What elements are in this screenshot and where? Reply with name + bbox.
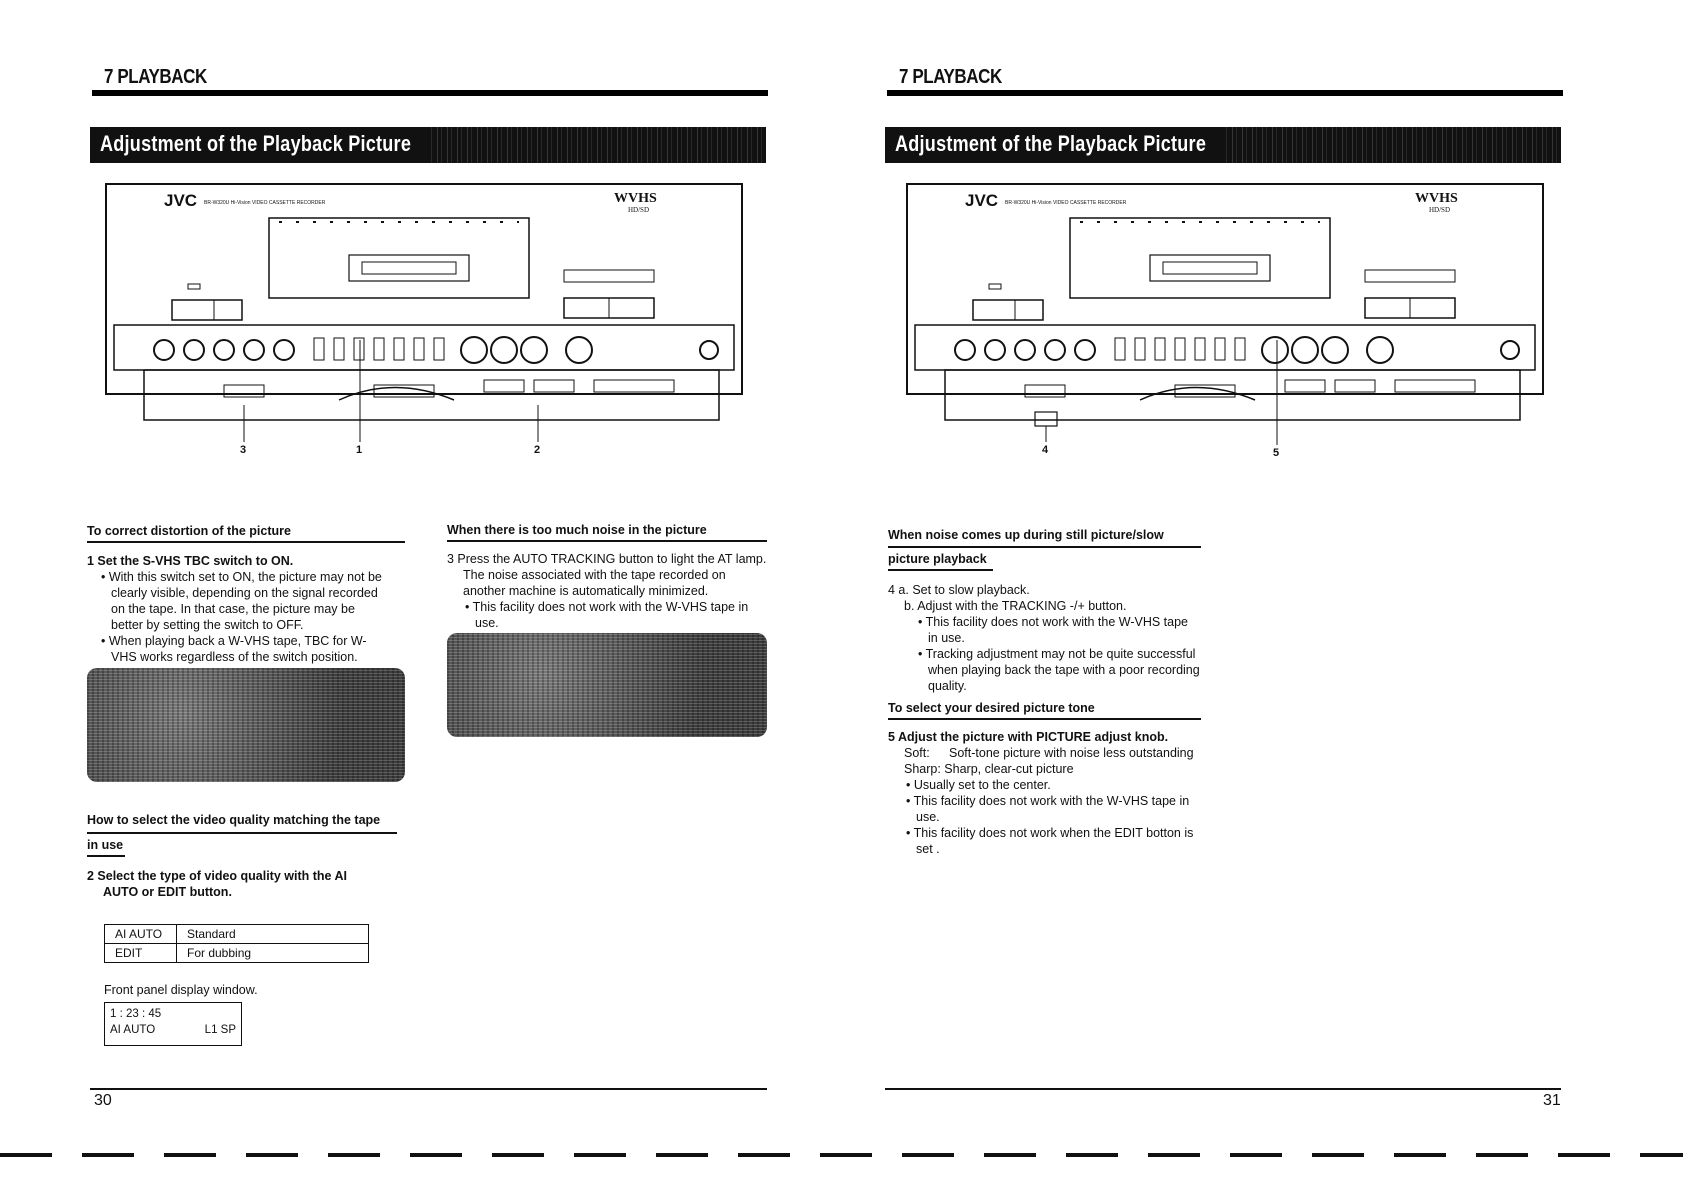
soft-label: Soft:: [904, 746, 930, 760]
callout-3: 3: [240, 444, 247, 456]
callout-1: 1: [356, 444, 363, 456]
footer-rule: [885, 1088, 1561, 1090]
step-4b: b. Adjust with the TRACKING -/+ button.: [904, 599, 1127, 613]
bullet-tracking-quality: • Tracking adjustment may not be quite successful when playing back the tape with a poor recording quality.: [918, 647, 1200, 693]
vcr-logo-sub: HD/SD: [628, 206, 650, 214]
callout-5: 5: [1273, 447, 1280, 459]
display-counter: 1 : 23 : 45: [110, 1008, 162, 1020]
step-5: 5 Adjust the picture with PICTURE adjust knob.: [888, 730, 1169, 744]
heading-still-noise: When noise comes up during still picture/slow: [888, 528, 1164, 542]
step-5-block: [888, 729, 1201, 857]
step-4-block: [888, 582, 1201, 694]
note-box-1: [87, 668, 405, 782]
vcr-front-panel-diagram: [104, 180, 744, 456]
step-2: 2 Select the type of video quality with the AI AUTO or EDIT button.: [87, 869, 347, 899]
heading-distortion: To correct distortion of the picture: [87, 524, 405, 543]
bullet-tracking-wvhs: • This facility does not work with the W-VHS tape in use.: [918, 615, 1188, 645]
display-mode: AI AUTO: [110, 1024, 156, 1036]
vcr-brand: JVC: [164, 191, 198, 210]
table-row: [105, 944, 369, 963]
step-1: 1 Set the S-VHS TBC switch to ON.: [87, 554, 294, 568]
page-30: [87, 0, 860, 1191]
bullet-picture-wvhs: • This facility does not work with the W-VHS tape in use.: [906, 794, 1190, 824]
vcr-illustration: [905, 180, 1545, 452]
chapter-title: 7 PLAYBACK: [899, 66, 1002, 88]
chapter-rule: [887, 90, 1563, 96]
vcr-model: BR-W320U Hi-Vision VIDEO CASSETTE RECORDER: [1005, 200, 1127, 206]
step-3-block: [447, 551, 767, 631]
bullet-wvhs-tbc: • When playing back a W-VHS tape, TBC for W-VHS works regardless of the switch position.: [101, 634, 367, 664]
chapter-rule: [92, 90, 768, 96]
page-31: [885, 0, 1655, 1191]
display-label: Front panel display window.: [104, 983, 258, 997]
vcr-logo: WVHS: [1415, 191, 1458, 206]
callout-4: 4: [1042, 444, 1049, 456]
footer-rule: [90, 1088, 767, 1090]
table-row: [105, 925, 369, 944]
front-panel-display: [104, 1002, 242, 1046]
display-input: L1 SP: [204, 1024, 236, 1036]
heading-still-noise-2: picture playback: [888, 552, 993, 571]
bullet-edit: • This facility does not work when the EDIT botton is set .: [906, 826, 1194, 856]
section-band: [885, 127, 1561, 163]
page-number: 31: [1543, 1092, 1561, 1109]
page-number: 30: [94, 1092, 112, 1109]
bullet-tbc-on: • With this switch set to ON, the picture may not be clearly visible, depending on the signal recorded on the tape. In that case, the picture may be better by setting the switch to OFF.: [101, 570, 382, 632]
callout-2: 2: [534, 444, 541, 456]
section-title: Adjustment of the Playback Picture: [100, 131, 412, 156]
bullet-center: • Usually set to the center.: [906, 778, 1051, 792]
table-cell: AI AUTO: [105, 925, 177, 944]
vcr-illustration: [104, 180, 744, 452]
step-4a: 4 a. Set to slow playback.: [888, 583, 1030, 597]
vcr-brand: JVC: [965, 191, 999, 210]
vcr-logo-sub: HD/SD: [1429, 206, 1451, 214]
note-box-2: [447, 633, 767, 737]
vcr-front-panel-diagram: [905, 180, 1545, 459]
step-1-block: [87, 553, 387, 665]
heading-video-quality-2: in use: [87, 838, 125, 857]
bullet-at-wvhs: • This facility does not work with the W-VHS tape in use.: [465, 600, 749, 630]
table-cell: Standard: [177, 925, 369, 944]
vcr-logo: WVHS: [614, 191, 657, 206]
vcr-model: BR-W320U Hi-Vision VIDEO CASSETTE RECORDER: [204, 200, 326, 206]
step-3: 3 Press the AUTO TRACKING button to light the AT lamp. The noise associated with the tape recorded on another machine is automatically minimized.: [447, 552, 767, 598]
section-band: [90, 127, 766, 163]
heading-picture-tone: To select your desired picture tone: [888, 701, 1201, 720]
heading-video-quality: How to select the video quality matching the tape: [87, 813, 381, 827]
table-cell: For dubbing: [177, 944, 369, 963]
soft-row: [888, 745, 1201, 761]
soft-text: Soft-tone picture with noise less outstanding: [949, 746, 1194, 760]
cut-line: [0, 1153, 1683, 1157]
sharp-row: Sharp: Sharp, clear-cut picture: [904, 762, 1074, 776]
table-cell: EDIT: [105, 944, 177, 963]
section-title: Adjustment of the Playback Picture: [895, 131, 1207, 156]
heading-noise: When there is too much noise in the picture: [447, 523, 767, 542]
quality-table: [104, 924, 369, 963]
chapter-title: 7 PLAYBACK: [104, 66, 207, 88]
